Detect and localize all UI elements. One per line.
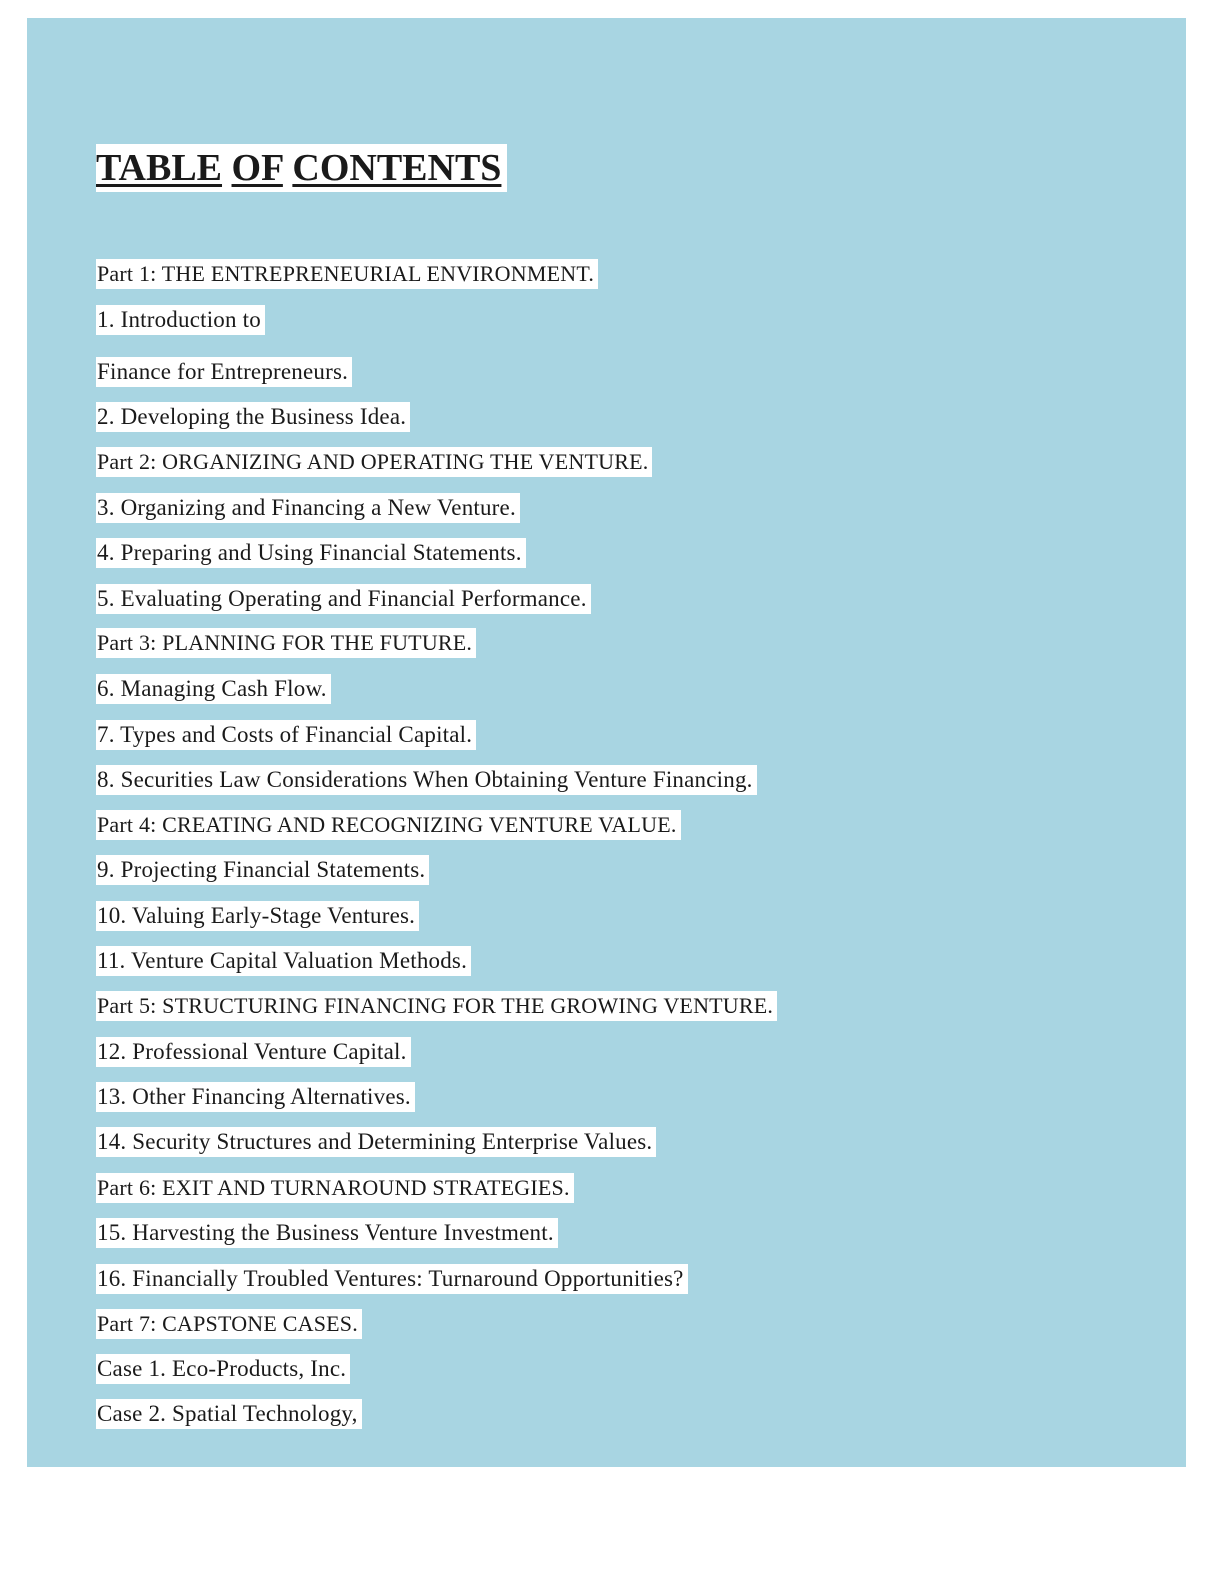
toc-chapter-entry: [96, 1354, 350, 1384]
toc-chapter-entry: [96, 1082, 415, 1112]
toc-entry-text: 10. Valuing Early-Stage Ventures.: [96, 901, 419, 931]
toc-part-entry: [96, 991, 777, 1021]
toc-entry-text: Part 6: EXIT AND TURNAROUND STRATEGIES.: [96, 1173, 574, 1203]
toc-chapter-entry: [96, 538, 526, 568]
toc-chapter-entry: [96, 1218, 558, 1248]
toc-entry-text: 3. Organizing and Financing a New Venture.: [96, 493, 520, 523]
toc-chapter-entry: [96, 584, 591, 614]
toc-chapter-entry: [96, 946, 471, 976]
toc-chapter-entry: [96, 402, 410, 432]
toc-entry-text: 14. Security Structures and Determining Enterprise Values.: [96, 1127, 656, 1157]
toc-part-entry: [96, 628, 476, 658]
toc-entry-text: Part 4: CREATING AND RECOGNIZING VENTURE VALUE.: [96, 810, 681, 840]
toc-entry-text: Case 2. Spatial Technology,: [96, 1399, 362, 1429]
toc-chapter-entry: [96, 765, 757, 795]
page-title: [96, 144, 507, 192]
toc-chapter-entry: [96, 1127, 656, 1157]
toc-entry-text: 16. Financially Troubled Ventures: Turnaround Opportunities?: [96, 1264, 688, 1294]
toc-chapter-entry: [96, 357, 352, 387]
toc-part-entry: [96, 1309, 362, 1339]
toc-entry-text: Finance for Entrepreneurs.: [96, 357, 352, 387]
toc-entry-text: 6. Managing Cash Flow.: [96, 674, 331, 704]
toc-part-entry: [96, 810, 681, 840]
toc-entry-text: 4. Preparing and Using Financial Statements.: [96, 538, 526, 568]
title-word-of: OF: [231, 147, 283, 189]
toc-chapter-entry: [96, 1399, 362, 1429]
toc-chapter-entry: [96, 901, 419, 931]
toc-entry-text: 15. Harvesting the Business Venture Investment.: [96, 1218, 558, 1248]
toc-part-entry: [96, 447, 652, 477]
toc-part-entry: [96, 1173, 574, 1203]
toc-entry-text: 1. Introduction to: [96, 305, 265, 335]
toc-entry-text: 7. Types and Costs of Financial Capital.: [96, 720, 476, 750]
toc-entry-text: 9. Projecting Financial Statements.: [96, 855, 429, 885]
toc-entry-text: Part 7: CAPSTONE CASES.: [96, 1309, 362, 1339]
toc-entry-text: Case 1. Eco-Products, Inc.: [96, 1354, 350, 1384]
toc-chapter-entry: [96, 720, 476, 750]
toc-chapter-entry: [96, 855, 429, 885]
toc-entry-text: Part 3: PLANNING FOR THE FUTURE.: [96, 628, 476, 658]
toc-entry-text: Part 1: THE ENTREPRENEURIAL ENVIRONMENT.: [96, 259, 598, 289]
toc-chapter-entry: [96, 1037, 411, 1067]
title-word-table: TABLE: [96, 147, 223, 189]
toc-chapter-entry: [96, 305, 265, 335]
toc-chapter-entry: [96, 493, 520, 523]
toc-entry-text: 13. Other Financing Alternatives.: [96, 1082, 415, 1112]
toc-entry-text: 2. Developing the Business Idea.: [96, 402, 410, 432]
toc-chapter-entry: [96, 1264, 688, 1294]
title-word-contents: CONTENTS: [292, 147, 502, 189]
toc-entry-text: 5. Evaluating Operating and Financial Performance.: [96, 584, 591, 614]
toc-chapter-entry: [96, 674, 331, 704]
toc-entry-text: 12. Professional Venture Capital.: [96, 1037, 411, 1067]
toc-entry-text: Part 5: STRUCTURING FINANCING FOR THE GROWING VENTURE.: [96, 991, 777, 1021]
toc-entry-text: 8. Securities Law Considerations When Obtaining Venture Financing.: [96, 765, 757, 795]
toc-part-entry: [96, 259, 598, 289]
toc-entry-text: 11. Venture Capital Valuation Methods.: [96, 946, 471, 976]
toc-entry-text: Part 2: ORGANIZING AND OPERATING THE VENTURE.: [96, 447, 652, 477]
